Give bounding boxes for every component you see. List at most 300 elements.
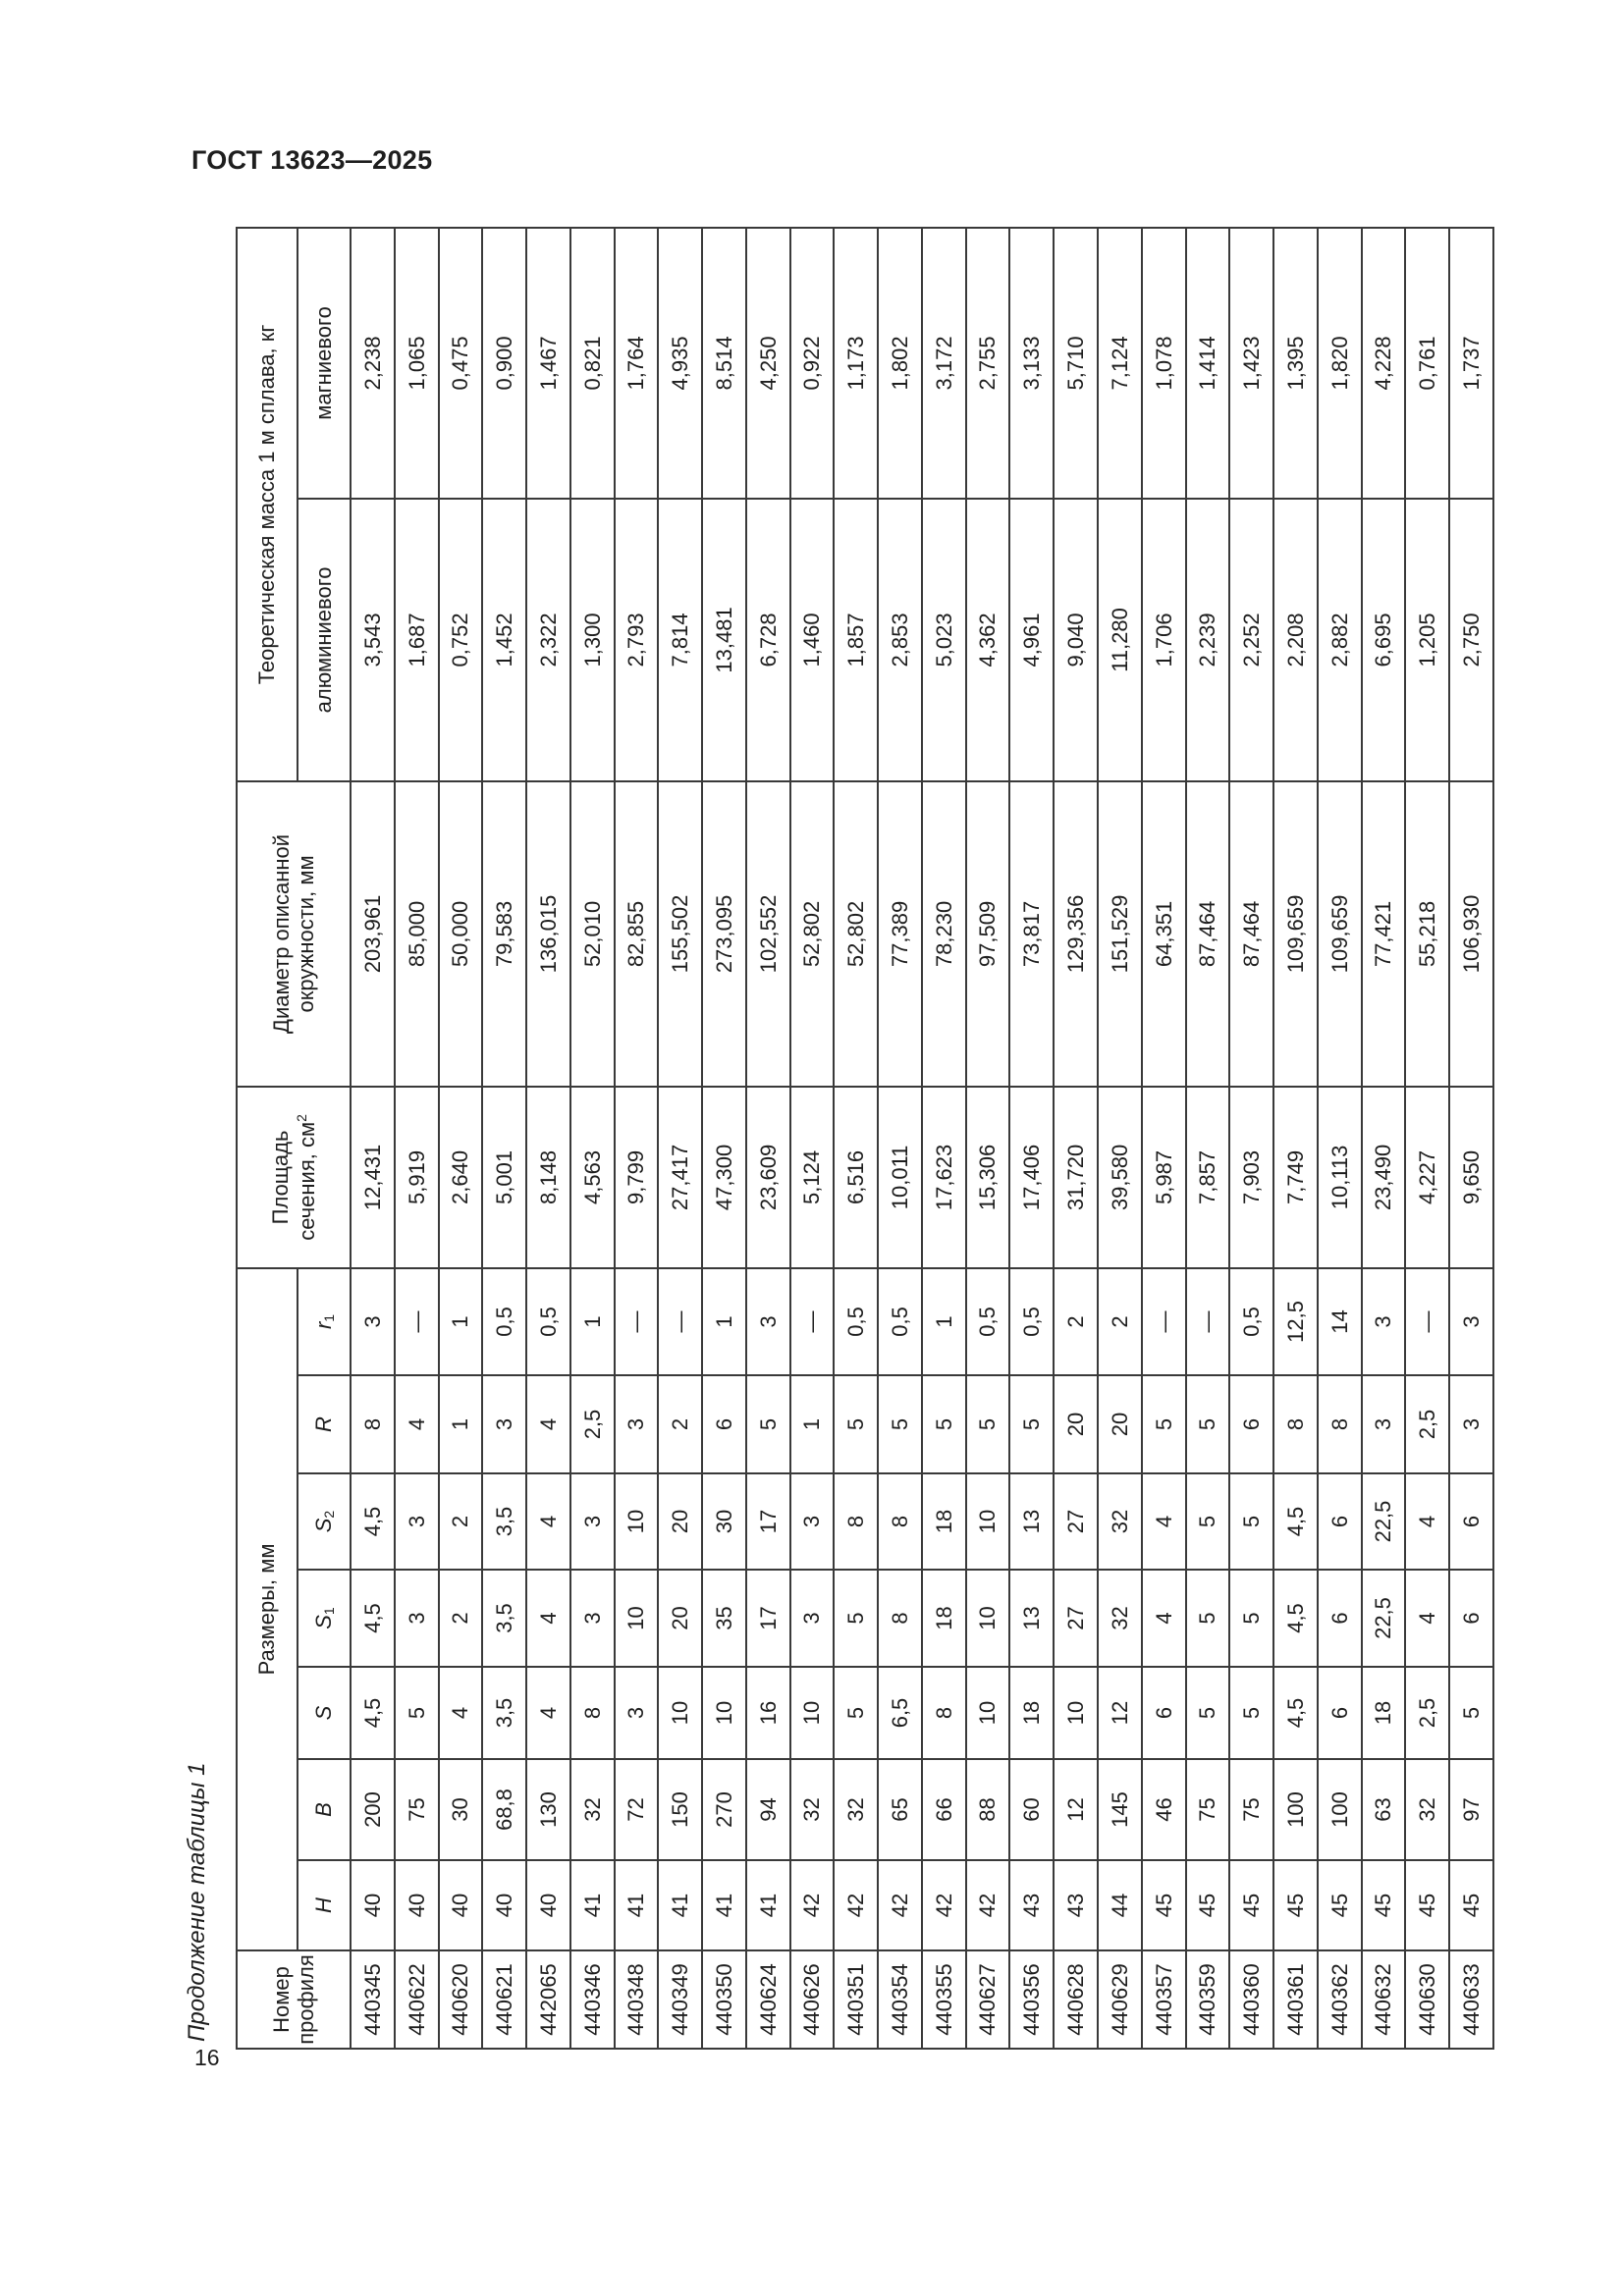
cell-mass-magnesium: 4,250 [746, 228, 790, 499]
cell-mass-magnesium: 1,820 [1318, 228, 1362, 499]
cell-mass-aluminum: 2,208 [1273, 499, 1318, 781]
cell-diameter: 109,659 [1273, 781, 1318, 1087]
cell-h: 45 [1142, 1860, 1186, 1950]
cell-s2: 3 [395, 1473, 439, 1570]
cell-s1: 4,5 [351, 1570, 395, 1667]
cell-r1: — [1405, 1268, 1449, 1375]
cell-h: 45 [1449, 1860, 1493, 1950]
cell-mass-magnesium: 8,514 [702, 228, 746, 499]
cell-mass-aluminum: 6,728 [746, 499, 790, 781]
cell-r1: 0,5 [1009, 1268, 1054, 1375]
cell-r1: 14 [1318, 1268, 1362, 1375]
cell-b: 65 [878, 1759, 922, 1860]
cell-s: 10 [790, 1667, 835, 1759]
cell-mass-aluminum: 4,362 [966, 499, 1010, 781]
cell-r: 5 [878, 1375, 922, 1473]
cell-area: 8,148 [526, 1087, 570, 1268]
table-row [1186, 228, 1230, 2049]
cell-profile-number: 440633 [1449, 1950, 1493, 2049]
cell-r: 5 [922, 1375, 966, 1473]
page-number: 16 [194, 2045, 220, 2070]
cell-mass-magnesium: 7,124 [1098, 228, 1142, 499]
cell-area: 9,650 [1449, 1087, 1493, 1268]
cell-b: 72 [615, 1759, 659, 1860]
cell-diameter: 79,583 [482, 781, 526, 1087]
cell-b: 75 [1186, 1759, 1230, 1860]
cell-s1: 6 [1449, 1570, 1493, 1667]
cell-area: 12,431 [351, 1087, 395, 1268]
cell-s2: 5 [1186, 1473, 1230, 1570]
cell-profile-number: 440351 [834, 1950, 878, 2049]
cell-h: 40 [526, 1860, 570, 1950]
cell-r1: 3 [1362, 1268, 1406, 1375]
cell-s: 8 [570, 1667, 615, 1759]
cell-s1: 22,5 [1362, 1570, 1406, 1667]
cell-profile-number: 440354 [878, 1950, 922, 2049]
cell-profile-number: 440620 [439, 1950, 483, 2049]
cell-diameter: 85,000 [395, 781, 439, 1087]
cell-s: 6,5 [878, 1667, 922, 1759]
cell-s2: 6 [1318, 1473, 1362, 1570]
cell-area: 23,609 [746, 1087, 790, 1268]
table-row [1449, 228, 1493, 2049]
cell-profile-number: 440355 [922, 1950, 966, 2049]
table-row [878, 228, 922, 2049]
cell-profile-number: 440626 [790, 1950, 835, 2049]
cell-s1: 2 [439, 1570, 483, 1667]
cell-mass-aluminum: 1,687 [395, 499, 439, 781]
header-r1-sub: 1 [320, 1313, 337, 1322]
cell-r1: — [658, 1268, 702, 1375]
cell-r: 2 [658, 1375, 702, 1473]
cell-mass-magnesium: 1,737 [1449, 228, 1493, 499]
cell-s: 5 [395, 1667, 439, 1759]
cell-profile-number: 440349 [658, 1950, 702, 2049]
cell-h: 45 [1362, 1860, 1406, 1950]
cell-r1: — [790, 1268, 835, 1375]
cell-s1: 3 [790, 1570, 835, 1667]
cell-diameter: 77,421 [1362, 781, 1406, 1087]
cell-h: 45 [1405, 1860, 1449, 1950]
cell-mass-aluminum: 2,882 [1318, 499, 1362, 781]
cell-s2: 17 [746, 1473, 790, 1570]
cell-s2: 4 [526, 1473, 570, 1570]
header-mass-group: Теоретическая масса 1 м сплава, кг [237, 228, 298, 781]
table-row [1273, 228, 1318, 2049]
cell-s1: 8 [878, 1570, 922, 1667]
cell-h: 40 [351, 1860, 395, 1950]
cell-area: 15,306 [966, 1087, 1010, 1268]
cell-profile-number: 440350 [702, 1950, 746, 2049]
cell-r1: 0,5 [878, 1268, 922, 1375]
cell-s: 6 [1318, 1667, 1362, 1759]
cell-s1: 20 [658, 1570, 702, 1667]
table-row [570, 228, 615, 2049]
cell-area: 7,857 [1186, 1087, 1230, 1268]
header-s1 [298, 1570, 351, 1667]
cell-mass-magnesium: 0,475 [439, 228, 483, 499]
cell-s: 4,5 [351, 1667, 395, 1759]
cell-mass-aluminum: 2,239 [1186, 499, 1230, 781]
cell-h: 45 [1186, 1860, 1230, 1950]
cell-s1: 3 [570, 1570, 615, 1667]
cell-b: 100 [1273, 1759, 1318, 1860]
cell-diameter: 151,529 [1098, 781, 1142, 1087]
cell-profile-number: 440357 [1142, 1950, 1186, 2049]
cell-h: 43 [1054, 1860, 1098, 1950]
table-row [658, 228, 702, 2049]
cell-diameter: 106,930 [1449, 781, 1493, 1087]
header-b: B [298, 1759, 351, 1860]
cell-s: 12 [1098, 1667, 1142, 1759]
cell-r: 5 [966, 1375, 1010, 1473]
cell-r: 4 [526, 1375, 570, 1473]
cell-s1: 4 [1142, 1570, 1186, 1667]
cell-s1: 35 [702, 1570, 746, 1667]
header-area [237, 1087, 351, 1268]
cell-profile-number: 440359 [1186, 1950, 1230, 2049]
cell-b: 150 [658, 1759, 702, 1860]
cell-b: 60 [1009, 1759, 1054, 1860]
cell-h: 42 [966, 1860, 1010, 1950]
cell-s2: 3 [570, 1473, 615, 1570]
cell-s2: 2 [439, 1473, 483, 1570]
cell-h: 41 [702, 1860, 746, 1950]
cell-s2: 13 [1009, 1473, 1054, 1570]
cell-r1: — [1142, 1268, 1186, 1375]
cell-profile-number: 440629 [1098, 1950, 1142, 2049]
cell-s: 5 [834, 1667, 878, 1759]
cell-r: 6 [702, 1375, 746, 1473]
cell-h: 42 [922, 1860, 966, 1950]
cell-area: 27,417 [658, 1087, 702, 1268]
cell-b: 46 [1142, 1759, 1186, 1860]
header-s: S [298, 1667, 351, 1759]
cell-area: 47,300 [702, 1087, 746, 1268]
cell-s: 3,5 [482, 1667, 526, 1759]
cell-area: 39,580 [1098, 1087, 1142, 1268]
cell-s: 16 [746, 1667, 790, 1759]
cell-b: 63 [1362, 1759, 1406, 1860]
cell-b: 94 [746, 1759, 790, 1860]
cell-r1: — [395, 1268, 439, 1375]
cell-b: 200 [351, 1759, 395, 1860]
cell-r1: 0,5 [1229, 1268, 1273, 1375]
cell-s: 4,5 [1273, 1667, 1318, 1759]
cell-h: 40 [395, 1860, 439, 1950]
cell-h: 42 [790, 1860, 835, 1950]
table-row [746, 228, 790, 2049]
cell-s1: 10 [966, 1570, 1010, 1667]
cell-mass-magnesium: 1,065 [395, 228, 439, 499]
table-row [1054, 228, 1098, 2049]
cell-mass-magnesium: 1,414 [1186, 228, 1230, 499]
cell-r: 4 [395, 1375, 439, 1473]
header-s2 [298, 1473, 351, 1570]
cell-mass-magnesium: 1,173 [834, 228, 878, 499]
cell-s: 10 [658, 1667, 702, 1759]
cell-diameter: 52,802 [834, 781, 878, 1087]
cell-area: 10,011 [878, 1087, 922, 1268]
table-row [615, 228, 659, 2049]
cell-s1: 4,5 [1273, 1570, 1318, 1667]
cell-s: 18 [1009, 1667, 1054, 1759]
cell-profile-number: 440356 [1009, 1950, 1054, 2049]
cell-mass-magnesium: 1,423 [1229, 228, 1273, 499]
cell-mass-magnesium: 5,710 [1054, 228, 1098, 499]
cell-b: 97 [1449, 1759, 1493, 1860]
cell-mass-aluminum: 6,695 [1362, 499, 1406, 781]
profiles-table [236, 227, 1494, 2050]
cell-s2: 3 [790, 1473, 835, 1570]
cell-s1: 17 [746, 1570, 790, 1667]
cell-h: 44 [1098, 1860, 1142, 1950]
table-row [482, 228, 526, 2049]
cell-s: 5 [1186, 1667, 1230, 1759]
table-row [922, 228, 966, 2049]
cell-r: 1 [790, 1375, 835, 1473]
cell-s1: 10 [615, 1570, 659, 1667]
cell-mass-magnesium: 3,133 [1009, 228, 1054, 499]
header-s2-sub: 2 [320, 1510, 337, 1519]
cell-diameter: 155,502 [658, 781, 702, 1087]
cell-mass-aluminum: 1,460 [790, 499, 835, 781]
cell-h: 41 [615, 1860, 659, 1950]
cell-s2: 27 [1054, 1473, 1098, 1570]
cell-s2: 6 [1449, 1473, 1493, 1570]
cell-b: 32 [570, 1759, 615, 1860]
rotated-table-container [236, 229, 1494, 2050]
cell-s2: 10 [615, 1473, 659, 1570]
cell-b: 75 [1229, 1759, 1273, 1860]
cell-s1: 5 [1229, 1570, 1273, 1667]
cell-b: 32 [790, 1759, 835, 1860]
cell-profile-number: 440348 [615, 1950, 659, 2049]
cell-diameter: 87,464 [1186, 781, 1230, 1087]
cell-r1: 1 [922, 1268, 966, 1375]
cell-diameter: 203,961 [351, 781, 395, 1087]
cell-profile-number: 440632 [1362, 1950, 1406, 2049]
cell-s1: 18 [922, 1570, 966, 1667]
cell-s: 5 [1229, 1667, 1273, 1759]
cell-s1: 3 [395, 1570, 439, 1667]
cell-profile-number: 440361 [1273, 1950, 1318, 2049]
cell-mass-aluminum: 1,706 [1142, 499, 1186, 781]
cell-s1: 6 [1318, 1570, 1362, 1667]
cell-mass-magnesium: 2,755 [966, 228, 1010, 499]
cell-mass-magnesium: 1,764 [615, 228, 659, 499]
cell-diameter: 73,817 [1009, 781, 1054, 1087]
cell-r: 6 [1229, 1375, 1273, 1473]
cell-s: 5 [1449, 1667, 1493, 1759]
cell-mass-aluminum: 2,750 [1449, 499, 1493, 781]
cell-r: 8 [1273, 1375, 1318, 1473]
cell-s: 10 [966, 1667, 1010, 1759]
cell-area: 17,406 [1009, 1087, 1054, 1268]
cell-s1: 32 [1098, 1570, 1142, 1667]
cell-h: 40 [439, 1860, 483, 1950]
cell-diameter: 87,464 [1229, 781, 1273, 1087]
cell-r1: 0,5 [966, 1268, 1010, 1375]
cell-r1: 2 [1054, 1268, 1098, 1375]
cell-h: 41 [570, 1860, 615, 1950]
cell-mass-aluminum: 1,205 [1405, 499, 1449, 781]
cell-r: 5 [834, 1375, 878, 1473]
cell-r: 3 [482, 1375, 526, 1473]
cell-s2: 30 [702, 1473, 746, 1570]
cell-h: 45 [1229, 1860, 1273, 1950]
cell-diameter: 55,218 [1405, 781, 1449, 1087]
cell-area: 10,113 [1318, 1087, 1362, 1268]
cell-profile-number: 442065 [526, 1950, 570, 2049]
header-area-label: Площадь сечения, см [268, 1121, 319, 1241]
cell-r: 5 [1186, 1375, 1230, 1473]
cell-mass-magnesium: 1,078 [1142, 228, 1186, 499]
cell-area: 31,720 [1054, 1087, 1098, 1268]
cell-s2: 10 [966, 1473, 1010, 1570]
cell-diameter: 136,015 [526, 781, 570, 1087]
cell-s: 4 [526, 1667, 570, 1759]
table-body [351, 228, 1493, 2049]
cell-diameter: 102,552 [746, 781, 790, 1087]
cell-r: 8 [351, 1375, 395, 1473]
cell-b: 88 [966, 1759, 1010, 1860]
cell-r: 2,5 [1405, 1375, 1449, 1473]
cell-mass-aluminum: 5,023 [922, 499, 966, 781]
cell-r: 8 [1318, 1375, 1362, 1473]
cell-b: 145 [1098, 1759, 1142, 1860]
header-h: H [298, 1860, 351, 1950]
cell-mass-aluminum: 2,322 [526, 499, 570, 781]
cell-mass-magnesium: 3,172 [922, 228, 966, 499]
cell-mass-aluminum: 0,752 [439, 499, 483, 781]
cell-mass-aluminum: 13,481 [702, 499, 746, 781]
cell-b: 66 [922, 1759, 966, 1860]
table-row [1009, 228, 1054, 2049]
header-aluminum: алюминиевого [298, 499, 351, 781]
cell-h: 41 [746, 1860, 790, 1950]
table-row [1362, 228, 1406, 2049]
cell-b: 68,8 [482, 1759, 526, 1860]
cell-r: 3 [1362, 1375, 1406, 1473]
cell-area: 7,903 [1229, 1087, 1273, 1268]
cell-s2: 4 [1405, 1473, 1449, 1570]
cell-r1: 1 [570, 1268, 615, 1375]
header-r1-base: r [310, 1321, 336, 1330]
cell-s2: 5 [1229, 1473, 1273, 1570]
cell-mass-aluminum: 1,452 [482, 499, 526, 781]
cell-mass-magnesium: 0,821 [570, 228, 615, 499]
cell-s2: 20 [658, 1473, 702, 1570]
cell-mass-magnesium: 1,802 [878, 228, 922, 499]
cell-mass-aluminum: 1,300 [570, 499, 615, 781]
document-header: ГОСТ 13623—2025 [191, 145, 433, 175]
table-row [702, 228, 746, 2049]
cell-s: 6 [1142, 1667, 1186, 1759]
cell-r1: 3 [746, 1268, 790, 1375]
cell-area: 5,124 [790, 1087, 835, 1268]
cell-r: 3 [615, 1375, 659, 1473]
table-row [1098, 228, 1142, 2049]
cell-b: 130 [526, 1759, 570, 1860]
header-s1-base: S [310, 1615, 336, 1629]
cell-mass-aluminum: 2,853 [878, 499, 922, 781]
cell-diameter: 109,659 [1318, 781, 1362, 1087]
cell-r1: 3 [351, 1268, 395, 1375]
cell-s2: 18 [922, 1473, 966, 1570]
cell-r1: — [615, 1268, 659, 1375]
cell-mass-aluminum: 2,252 [1229, 499, 1273, 781]
cell-mass-aluminum: 4,961 [1009, 499, 1054, 781]
cell-diameter: 78,230 [922, 781, 966, 1087]
cell-r: 3 [1449, 1375, 1493, 1473]
cell-s2: 8 [878, 1473, 922, 1570]
cell-r: 20 [1098, 1375, 1142, 1473]
cell-area: 9,799 [615, 1087, 659, 1268]
cell-r: 1 [439, 1375, 483, 1473]
cell-profile-number: 440628 [1054, 1950, 1098, 2049]
cell-s1: 4 [526, 1570, 570, 1667]
cell-mass-magnesium: 1,467 [526, 228, 570, 499]
cell-s: 18 [1362, 1667, 1406, 1759]
cell-r: 5 [1142, 1375, 1186, 1473]
cell-mass-aluminum: 11,280 [1098, 499, 1142, 781]
cell-profile-number: 440622 [395, 1950, 439, 2049]
cell-r1: 0,5 [834, 1268, 878, 1375]
cell-r1: 2 [1098, 1268, 1142, 1375]
cell-profile-number: 440345 [351, 1950, 395, 2049]
cell-h: 45 [1273, 1860, 1318, 1950]
cell-mass-magnesium: 1,395 [1273, 228, 1318, 499]
cell-h: 41 [658, 1860, 702, 1950]
cell-s2: 22,5 [1362, 1473, 1406, 1570]
table-row [439, 228, 483, 2049]
cell-diameter: 52,802 [790, 781, 835, 1087]
cell-r: 5 [1009, 1375, 1054, 1473]
cell-diameter: 97,509 [966, 781, 1010, 1087]
cell-mass-magnesium: 0,922 [790, 228, 835, 499]
cell-profile-number: 440362 [1318, 1950, 1362, 2049]
cell-profile-number: 440630 [1405, 1950, 1449, 2049]
header-dimensions-group: Размеры, мм [237, 1268, 298, 1950]
cell-s2: 32 [1098, 1473, 1142, 1570]
table-row [526, 228, 570, 2049]
cell-b: 100 [1318, 1759, 1362, 1860]
cell-s1: 27 [1054, 1570, 1098, 1667]
cell-r: 20 [1054, 1375, 1098, 1473]
cell-b: 30 [439, 1759, 483, 1860]
table-row [966, 228, 1010, 2049]
cell-area: 23,490 [1362, 1087, 1406, 1268]
cell-s: 10 [702, 1667, 746, 1759]
cell-area: 4,563 [570, 1087, 615, 1268]
cell-r1: 0,5 [482, 1268, 526, 1375]
cell-mass-magnesium: 2,238 [351, 228, 395, 499]
header-area-sup: 2 [293, 1114, 309, 1122]
cell-area: 17,623 [922, 1087, 966, 1268]
cell-b: 12 [1054, 1759, 1098, 1860]
cell-area: 6,516 [834, 1087, 878, 1268]
cell-h: 43 [1009, 1860, 1054, 1950]
table-row [1142, 228, 1186, 2049]
cell-diameter: 77,389 [878, 781, 922, 1087]
cell-mass-aluminum: 9,040 [1054, 499, 1098, 781]
cell-s: 2,5 [1405, 1667, 1449, 1759]
cell-area: 7,749 [1273, 1087, 1318, 1268]
header-diameter: Диаметр описанной окружности, мм [237, 781, 351, 1087]
cell-s1: 5 [834, 1570, 878, 1667]
cell-area: 2,640 [439, 1087, 483, 1268]
